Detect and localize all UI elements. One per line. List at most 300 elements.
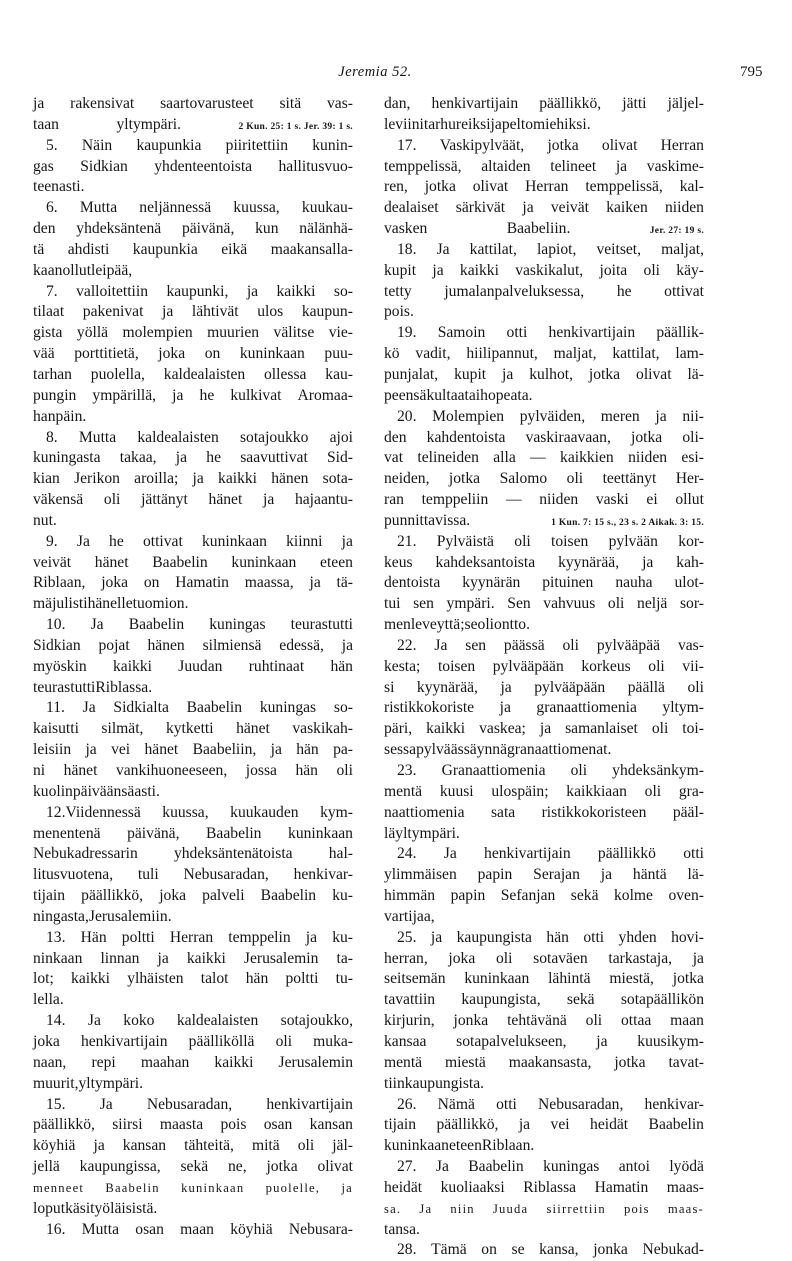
text-line <box>33 1032 353 1053</box>
word: si <box>384 678 395 696</box>
text-line <box>33 219 353 240</box>
word: jättänyt <box>141 491 188 509</box>
word: oli <box>336 762 353 779</box>
word: tarkastaja, <box>608 949 673 967</box>
word: linnan <box>100 949 140 967</box>
word: Riblaan, <box>33 574 86 592</box>
word: 6. <box>46 199 58 217</box>
word: yöllä <box>76 324 109 342</box>
word: sotaväen <box>533 949 588 967</box>
text-line <box>384 1178 704 1199</box>
word: köyhiä <box>230 1220 273 1238</box>
word: jotka <box>588 365 621 383</box>
word: Nebukad- <box>642 1241 704 1259</box>
word: kupit <box>384 261 417 279</box>
word: kansaa <box>384 1032 427 1050</box>
word: kuussa, <box>233 199 280 217</box>
word: 17. <box>397 136 417 154</box>
text-line <box>33 928 353 949</box>
word: Serajan <box>533 866 580 884</box>
word: hänet <box>236 720 270 738</box>
text-line <box>384 157 704 178</box>
word: toisen <box>551 532 589 550</box>
word: hiilipannut, <box>466 345 538 363</box>
word: 23. <box>397 762 417 779</box>
text-line <box>384 782 704 803</box>
word: vat <box>384 449 404 467</box>
word: päässä <box>503 636 545 654</box>
word: oli <box>644 782 662 800</box>
word: kyynärää, <box>416 678 478 696</box>
word: ja <box>490 115 502 133</box>
word: jossa <box>245 762 277 779</box>
word: hovi- <box>671 928 704 946</box>
text-line <box>33 261 353 282</box>
text-line <box>33 761 353 782</box>
word: muka- <box>313 1032 353 1050</box>
word: Ja <box>443 845 457 863</box>
word: pungin <box>33 386 77 404</box>
text-line <box>384 177 704 198</box>
word: talot <box>200 970 229 988</box>
text-line <box>384 678 704 699</box>
text-line <box>384 573 704 594</box>
word: tavat- <box>668 1053 704 1071</box>
word: päällikkö <box>597 845 656 863</box>
word: niiden <box>664 199 704 217</box>
text-line <box>384 511 704 532</box>
word: kuukau- <box>301 199 353 217</box>
word: julisti <box>52 595 88 613</box>
text-line <box>384 407 704 428</box>
word: kaikki <box>71 970 111 988</box>
word: taan <box>33 115 59 133</box>
text-line <box>33 532 353 553</box>
word: Mutta <box>79 199 118 217</box>
text-line <box>384 469 704 490</box>
text-line <box>33 448 353 469</box>
word: joka <box>448 949 476 967</box>
word: ajoi <box>329 428 353 446</box>
word: joka <box>33 1032 60 1050</box>
word: leipää, <box>91 261 133 279</box>
text-line <box>33 886 353 907</box>
word: tu- <box>335 970 353 988</box>
word: punnittavissa. <box>384 511 471 529</box>
word: ja <box>93 1137 105 1155</box>
word: kuolinpäiväänsä <box>33 782 135 800</box>
word: ja <box>596 1032 608 1050</box>
word: otti <box>506 324 528 342</box>
word: lä <box>384 824 396 842</box>
word: myöskin <box>33 657 87 675</box>
word: oli- <box>682 428 704 446</box>
text-line <box>33 136 353 157</box>
word: 18. <box>397 240 417 258</box>
word: vaskiraavaan, <box>525 428 611 446</box>
text-line <box>384 657 704 678</box>
word: 5. <box>46 136 58 154</box>
cross-reference: 2 Kun. 25: 1 s. Jer. 39: 1 s. <box>238 121 353 132</box>
word: loput <box>33 1199 66 1217</box>
word: Jerusalemin <box>278 1053 353 1071</box>
word: punjalat, <box>384 365 439 383</box>
word: tai <box>464 386 481 404</box>
word: kattilat, <box>469 240 517 258</box>
word: tiin <box>384 1074 405 1092</box>
word: ja <box>692 949 704 967</box>
word: kuningas <box>259 699 317 717</box>
word: Sidkian <box>80 157 128 175</box>
word: 11. <box>46 699 65 717</box>
word: gas <box>33 157 54 175</box>
word: jotka <box>631 428 663 446</box>
word: vaskime- <box>646 157 704 175</box>
word: maassa, <box>244 574 294 592</box>
word: pa- <box>333 741 353 759</box>
word: oli <box>566 470 584 488</box>
word: Ja <box>436 240 450 258</box>
word: hän <box>295 762 318 779</box>
word: Näin <box>81 136 113 154</box>
word: 14. <box>46 1012 66 1030</box>
word: vää <box>33 345 55 363</box>
word: Baabelin <box>648 1116 704 1134</box>
word: siirrettiin <box>546 1201 606 1216</box>
word: kultaa <box>426 386 465 404</box>
word: vaski <box>595 491 629 509</box>
word: ni <box>33 762 46 779</box>
word: nii- <box>682 407 704 425</box>
word: osan <box>135 1220 164 1238</box>
word: välitse <box>273 324 315 342</box>
word: veivät <box>550 199 589 217</box>
word: kun <box>255 220 279 238</box>
word: ollessa <box>264 365 307 383</box>
word: hopeata. <box>480 386 533 404</box>
word: oli <box>562 636 579 654</box>
word: naan, <box>33 1053 67 1071</box>
word: vankihuoneeseen, <box>115 762 228 779</box>
word: naattiomenia <box>384 803 465 821</box>
word: lapiot, <box>536 240 577 258</box>
word: yltympäri. <box>116 115 182 133</box>
text-line <box>384 990 704 1011</box>
word: kaupungista, <box>461 991 541 1009</box>
word: Mutta <box>78 428 117 446</box>
word: maljat, <box>661 240 704 258</box>
word: Jerusalemin <box>243 949 319 967</box>
word: Nebusaradan, <box>538 1095 624 1113</box>
word: lähintä <box>548 970 591 988</box>
word: peensä <box>384 386 427 404</box>
word: yhdenteentoista <box>154 157 253 175</box>
word: poltti <box>285 970 319 988</box>
text-line <box>33 386 353 407</box>
word: kal- <box>679 178 704 196</box>
word: tui <box>384 595 401 613</box>
text-line <box>384 719 704 740</box>
word: granaattiomenat. <box>507 741 612 759</box>
word: repi <box>91 1053 116 1071</box>
word: he <box>616 282 632 300</box>
word: toisen <box>437 657 476 675</box>
word: teettänyt <box>602 470 657 488</box>
word: päälliköllä <box>188 1032 255 1050</box>
cross-reference: Jer. 27: 19 s. <box>649 226 704 237</box>
text-line <box>33 1011 353 1032</box>
word: hän <box>546 928 569 946</box>
text-line <box>33 573 353 594</box>
word: joka <box>101 574 129 592</box>
word: ta- <box>336 949 353 967</box>
word: dealaiset <box>384 199 439 217</box>
word: pakenivat <box>82 303 144 321</box>
word: gista <box>33 324 63 342</box>
word: 10. <box>46 616 66 634</box>
word: he <box>199 386 215 404</box>
word: sor- <box>679 595 704 613</box>
text-line <box>33 844 353 865</box>
word: kahdeksantoista <box>435 553 536 571</box>
word: tä <box>33 240 45 258</box>
word: Baabeliin. <box>506 220 571 238</box>
word: samanlaiset <box>565 720 638 738</box>
word: kuninkaan <box>288 824 353 842</box>
word: esi- <box>681 449 704 467</box>
word: kaikki <box>186 949 226 967</box>
word: jotka <box>448 470 481 488</box>
word: kattilat, <box>612 345 660 363</box>
word: heidät <box>384 1178 423 1196</box>
word: sa. <box>384 1201 402 1216</box>
word: sekä <box>566 991 595 1009</box>
word: ollut <box>62 261 92 279</box>
text-line <box>33 469 353 490</box>
word: ristikkokoriste <box>384 699 475 717</box>
text-line <box>384 844 704 865</box>
text-line <box>384 490 704 511</box>
word: mitä <box>251 1137 280 1155</box>
word: dan, <box>384 95 411 112</box>
word: ja <box>341 1180 353 1195</box>
word: maljat, <box>553 345 597 363</box>
text-line <box>33 1157 353 1178</box>
word: ja <box>341 636 353 654</box>
word: nut. <box>33 511 57 529</box>
word: niiden <box>628 449 668 467</box>
text-line <box>384 594 704 615</box>
word: ja <box>430 928 443 946</box>
word: kor- <box>678 532 704 550</box>
word: muurien <box>207 324 260 342</box>
text-line <box>384 1032 704 1053</box>
word: ynnä <box>476 741 507 759</box>
word: dentoista <box>384 574 441 592</box>
word: le <box>384 115 396 133</box>
cross-reference: 1 Kun. 7: 15 s., 23 s. 2 Aikak. 3: 15. <box>551 517 704 528</box>
text-line <box>384 615 704 636</box>
text-line <box>33 428 353 449</box>
word: maan <box>670 1012 704 1030</box>
word: ninkaan <box>33 949 83 967</box>
word: kaiken <box>606 199 648 217</box>
word: saavuttivat <box>240 449 308 467</box>
word: päällä <box>627 678 665 696</box>
word: ontto. <box>494 616 530 634</box>
word: kesta; <box>384 657 421 675</box>
word: asti. <box>58 178 85 196</box>
word: piiritettiin <box>225 136 289 154</box>
word: Sen <box>507 595 531 613</box>
word: jellä <box>33 1158 60 1176</box>
word: on <box>481 1241 497 1259</box>
word: ja <box>502 365 514 383</box>
word: oli <box>297 1137 315 1155</box>
word: kah- <box>676 553 704 571</box>
word: pylväiden, <box>519 407 586 425</box>
word: kuusikym- <box>637 1032 704 1050</box>
word: ja <box>305 928 318 946</box>
word: kuningas <box>209 616 266 634</box>
word: ulot- <box>674 574 704 592</box>
word: kaikki <box>426 720 466 738</box>
word: oli <box>275 1032 293 1050</box>
text-line <box>33 824 353 845</box>
word: valloitettiin <box>76 282 149 300</box>
word: kuningasta <box>33 449 101 467</box>
word: toi- <box>682 720 704 738</box>
word: sata <box>490 803 516 821</box>
word: ylhäisten <box>127 970 184 988</box>
word: pituinen <box>542 574 594 592</box>
text-line <box>33 907 353 928</box>
word: den <box>33 220 56 238</box>
text-line <box>384 1053 704 1074</box>
word: pylvääpää <box>596 636 661 654</box>
word: vaskikalut, <box>515 261 584 279</box>
word: Hamatin <box>175 574 229 592</box>
text-line <box>384 115 704 136</box>
word: yhden <box>618 928 657 946</box>
text-line <box>384 553 704 574</box>
word: so- <box>333 282 353 300</box>
word: kuusi <box>439 782 474 800</box>
word: temppelissä, <box>585 178 663 196</box>
word: nälänhä- <box>299 220 353 238</box>
word: kyynärää, <box>558 553 620 571</box>
word: korkeus <box>581 657 631 675</box>
word: sen <box>465 636 487 654</box>
word: olivat <box>317 1158 353 1176</box>
word: henkivartijain <box>80 1032 168 1050</box>
word: ympäri. <box>446 595 495 613</box>
text-line <box>384 448 704 469</box>
word: so- <box>333 699 353 717</box>
word: maahan <box>140 1053 190 1071</box>
word: sota- <box>322 470 353 488</box>
word: oli <box>687 678 704 696</box>
word: palveli <box>202 887 245 905</box>
word: kaisutti <box>33 720 79 738</box>
word: väkensä <box>33 491 84 509</box>
word: kunin- <box>312 136 353 154</box>
word: ottivat <box>142 532 183 550</box>
text-line <box>33 1095 353 1116</box>
word: vas- <box>677 636 704 654</box>
word: Baabelin <box>128 616 185 634</box>
word: tä- <box>336 574 353 592</box>
word: viinitarhureiksi <box>395 115 491 133</box>
word: vadit, <box>415 345 451 363</box>
word: ottivat <box>664 282 704 300</box>
word: sitä <box>279 95 302 112</box>
word: oli <box>495 949 513 967</box>
word: ja <box>246 282 259 300</box>
word: ren, <box>384 178 408 196</box>
word: Sid- <box>327 449 353 467</box>
word: päivänä, <box>181 220 235 238</box>
word: hänen <box>271 470 309 488</box>
word: kirjurin, <box>384 1012 435 1030</box>
word: Ja <box>99 1095 113 1113</box>
word: tuli <box>137 866 159 884</box>
word: vei <box>550 1116 570 1134</box>
word: jotka <box>547 136 579 154</box>
word: gra- <box>678 782 704 800</box>
word: oli <box>103 491 121 509</box>
word: kuningas <box>543 1158 600 1176</box>
word: ristikkokoristeen <box>541 803 647 821</box>
word: oven- <box>668 887 704 905</box>
text-line <box>384 365 704 386</box>
word: köyhiä <box>33 1137 76 1155</box>
word: neljännessä <box>139 199 212 217</box>
word: ja <box>172 386 184 404</box>
word: vaskikah- <box>292 720 353 738</box>
text-line <box>384 698 704 719</box>
word: kaikkien <box>560 449 614 467</box>
word: Aromaa- <box>297 386 353 404</box>
word: jotka <box>672 970 704 988</box>
word: ruhtinaat <box>248 657 305 675</box>
word: jotka <box>614 1053 646 1071</box>
text-line <box>384 386 704 407</box>
text-line <box>33 177 353 198</box>
word: 20. <box>397 407 417 425</box>
right-column <box>384 94 704 1261</box>
word: tähteitä, <box>184 1137 234 1155</box>
word: sessa <box>384 741 417 759</box>
word: päivänä, <box>127 824 180 842</box>
word: papin <box>450 887 486 905</box>
text-line <box>384 240 704 261</box>
word: kaikkiaan <box>566 782 627 800</box>
word: veivät <box>33 553 72 571</box>
word: oli <box>477 616 495 634</box>
word: poltti <box>121 928 155 946</box>
word: Herran <box>660 136 704 154</box>
word: jotka <box>266 1158 298 1176</box>
word: vahvuus <box>543 595 596 613</box>
word: Nebusaradan, <box>146 1095 233 1113</box>
word: Baabelin <box>105 1180 160 1195</box>
word: Jerusalemiin. <box>88 907 172 925</box>
word: kaan <box>33 261 63 279</box>
word: ottaa <box>621 1012 652 1030</box>
text-line <box>384 803 704 824</box>
word: temppelin <box>228 928 291 946</box>
